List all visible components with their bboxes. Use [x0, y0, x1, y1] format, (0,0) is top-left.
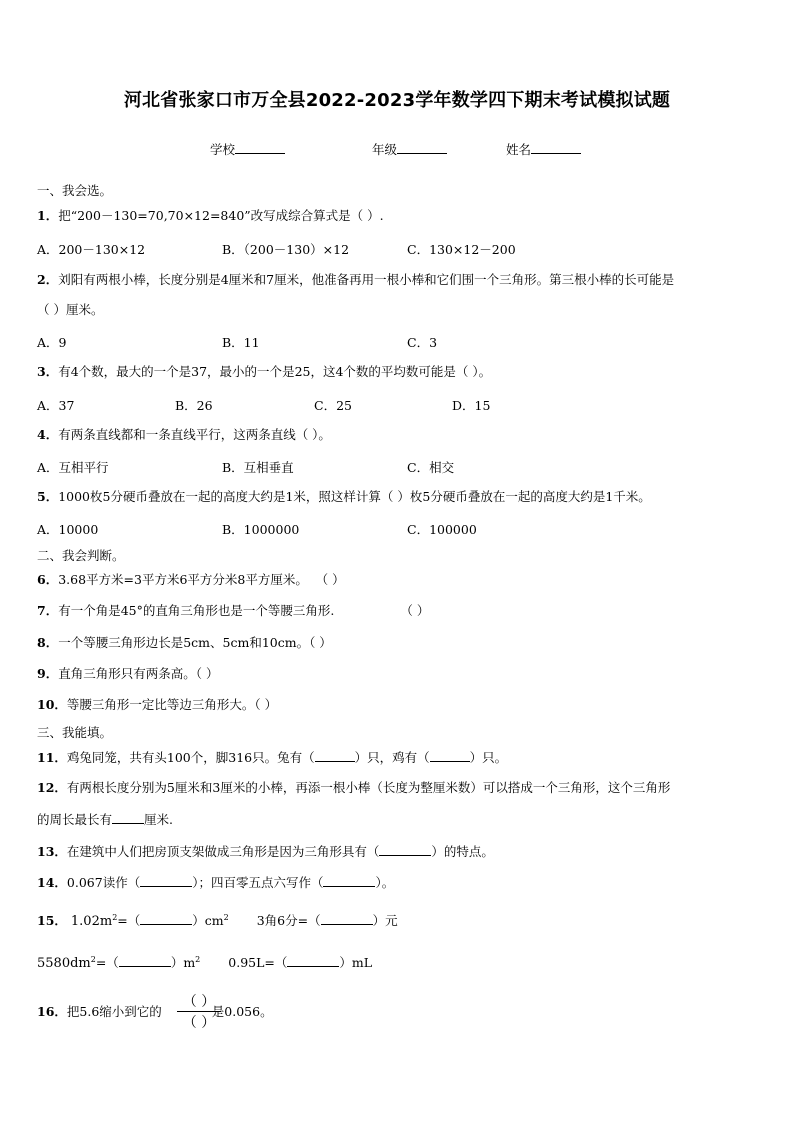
q4-option-b[interactable]: B．互相垂直: [222, 460, 294, 475]
question-11: 11．鸡兔同笼，共有头100个，脚316只。兔有（ ）只，鸡有（ ）只。: [37, 750, 508, 765]
q3-option-b[interactable]: B．26: [175, 398, 213, 413]
q2-option-b[interactable]: B．11: [222, 335, 260, 350]
q15-blank-ml[interactable]: [287, 954, 339, 967]
question-4: 4．有两条直线都和一条直线平行，这两条直线（ ）。: [37, 427, 331, 442]
q3-option-a[interactable]: A．37: [37, 398, 75, 413]
q13-blank[interactable]: [379, 843, 431, 856]
question-13: 13．在建筑中人们把房顶支架做成三角形是因为三角形具有（ ）的特点。: [37, 844, 494, 859]
q1-option-c[interactable]: C．130×12－200: [407, 242, 516, 257]
page-title: 河北省张家口市万全县2022-2023学年数学四下期末考试模拟试题: [123, 90, 671, 111]
section-heading-3: 三、我能填。: [37, 725, 113, 740]
question-3: 3．有4个数，最大的一个是37，最小的一个是25，这4个数的平均数可能是（ ）。: [37, 364, 492, 379]
q5-option-a[interactable]: A．10000: [37, 522, 99, 537]
grade-field: 年级: [372, 140, 447, 158]
q5-option-c[interactable]: C．100000: [407, 522, 477, 537]
question-8: 8．一个等腰三角形边长是5cm、5cm和10cm。（ ）: [37, 635, 332, 650]
question-2-cont: （ ）厘米。: [37, 302, 104, 317]
q3-option-d[interactable]: D．15: [452, 398, 491, 413]
q5-option-b[interactable]: B．1000000: [222, 522, 300, 537]
q15-blank-cm2[interactable]: [140, 912, 192, 925]
school-field: 学校: [210, 140, 285, 158]
question-10: 10．等腰三角形一定比等边三角形大。（ ）: [37, 697, 278, 712]
q1-option-a[interactable]: A．200－130×12: [37, 242, 146, 257]
name-field: 姓名: [506, 140, 581, 158]
q3-option-c[interactable]: C．25: [314, 398, 352, 413]
q6-answer-bracket[interactable]: （ ）: [321, 572, 345, 587]
q1-option-b[interactable]: B．（200－130）×12: [222, 242, 350, 257]
section-heading-2: 二、我会判断。: [37, 548, 125, 563]
fraction-denominator[interactable]: （ ）: [182, 1015, 216, 1031]
question-2: 2．刘阳有两根小棒，长度分别是4厘米和7厘米，他准备再用一根小棒和它们围一个三角形。第三根小棒的长可能是: [37, 272, 675, 287]
q11-blank-rabbits[interactable]: [315, 749, 355, 762]
question-12-cont: 的周长最长有 厘米.: [37, 812, 173, 827]
q14-blank-read[interactable]: [140, 874, 192, 887]
q2-option-a[interactable]: A．9: [37, 335, 67, 350]
q4-option-a[interactable]: A．互相平行: [37, 460, 109, 475]
question-5: 5．1000枚5分硬币叠放在一起的高度大约是1米，照这样计算（ ）枚5分硬币叠放在一起的高度大约是1千米。: [37, 489, 651, 504]
question-9: 9．直角三角形只有两条高。（ ）: [37, 666, 219, 681]
q15-blank-m2[interactable]: [119, 954, 171, 967]
question-14: 14．0.067读作（ ）；四百零五点六写作（ ）。: [37, 875, 395, 890]
school-blank[interactable]: [235, 141, 285, 154]
q9-answer-bracket[interactable]: （ ）: [195, 666, 219, 681]
q14-blank-write[interactable]: [323, 874, 375, 887]
question-16: 16．把5.6缩小到它的 是0.056。: [37, 1004, 273, 1019]
fraction-numerator[interactable]: （ ）: [182, 994, 216, 1010]
q2-option-c[interactable]: C．3: [407, 335, 438, 350]
question-12: 12．有两根长度分别为5厘米和3厘米的小棒，再添一根小棒（长度为整厘米数）可以搭成一个三角形，这个三角形: [37, 780, 671, 795]
q11-blank-chickens[interactable]: [430, 749, 470, 762]
q10-answer-bracket[interactable]: （ ）: [254, 697, 278, 712]
section-heading-1: 一、我会选。: [37, 183, 113, 198]
q4-option-c[interactable]: C．相交: [407, 460, 455, 475]
name-blank[interactable]: [531, 141, 581, 154]
question-6: 6．3.68平方米=3平方米6平方分米8平方厘米。 （ ）: [37, 572, 345, 587]
question-15-row-2: $5580dm^2=$（ ）$m^2$ 0.95L=（ ）mL: [37, 955, 373, 972]
question-15-row-1: 15． $1.02m^2=$（ ）$cm^2$ 3角6分=（ ）元: [37, 913, 398, 930]
q8-answer-bracket[interactable]: （ ）: [309, 635, 332, 650]
grade-blank[interactable]: [397, 141, 447, 154]
q12-blank[interactable]: [112, 811, 144, 824]
question-1: 1．把“200－130=70,70×12=840”改写成综合算式是（ ）.: [37, 208, 384, 223]
q15-blank-yuan[interactable]: [321, 912, 373, 925]
q7-answer-bracket[interactable]: （ ）: [400, 603, 430, 618]
q16-fraction-blank[interactable]: [175, 990, 223, 1034]
question-7: 7．有一个角是45°的直角三角形也是一个等腰三角形. （ ）: [37, 603, 430, 618]
